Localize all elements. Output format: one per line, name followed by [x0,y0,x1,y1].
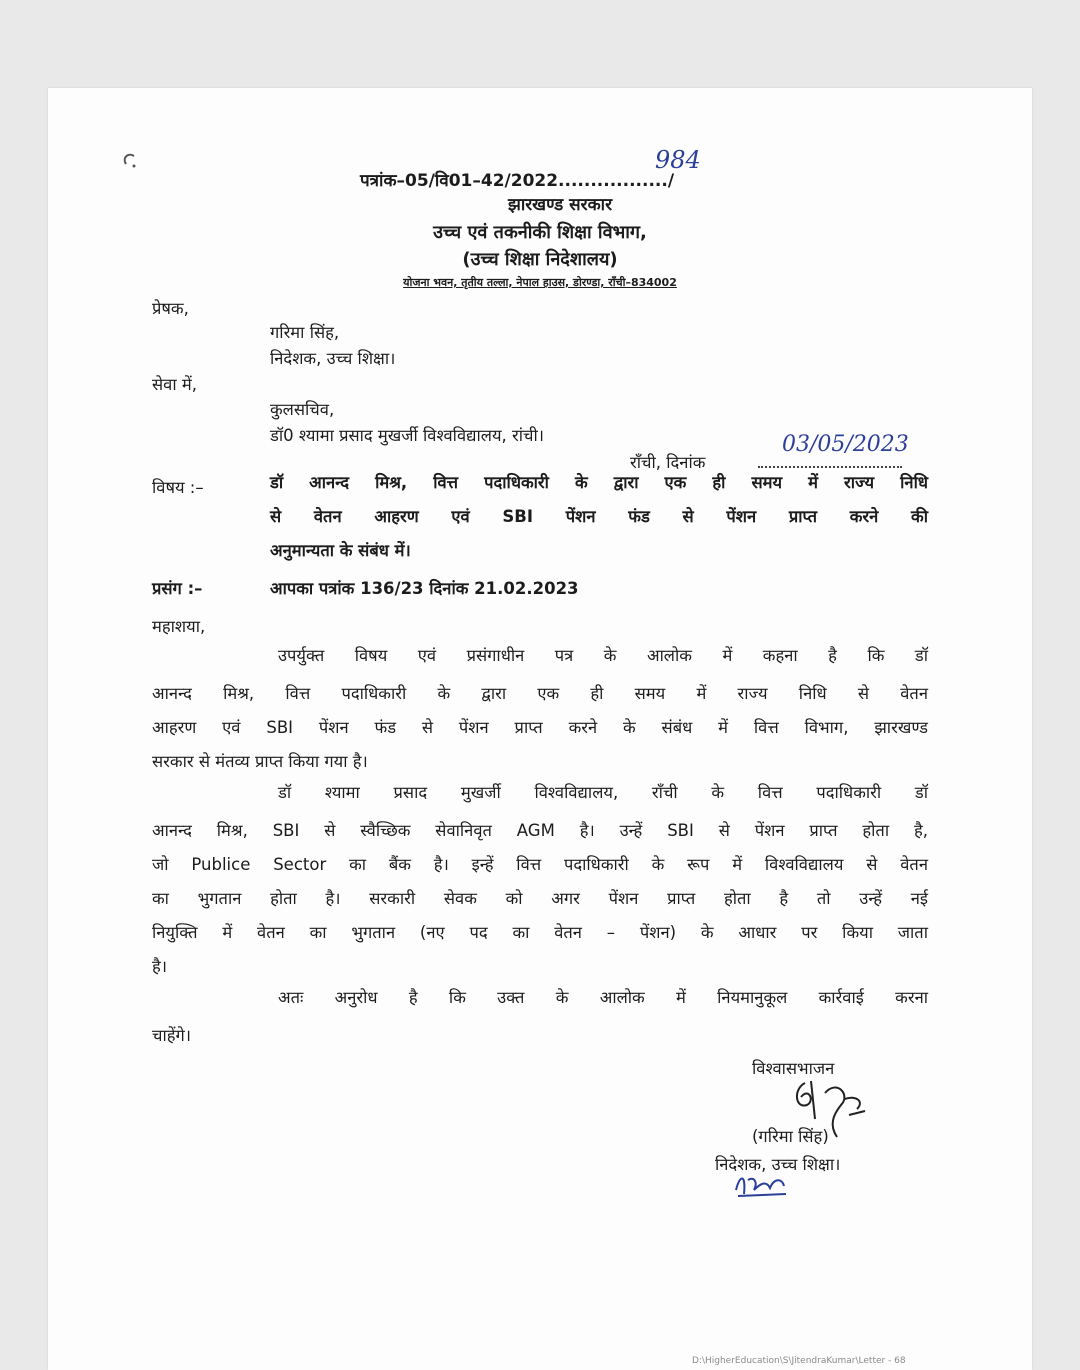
handwritten-reference-number: 984 [655,146,701,174]
government-name: झारखण्ड सरकार [507,195,613,215]
recipient-organisation: डॉ0 श्यामा प्रसाद मुखर्जी विश्वविद्यालय, रांची। [270,426,545,445]
corner-mark-icon [120,152,138,170]
sender-title: निदेशक, उच्च शिक्षा। [270,349,396,368]
paragraph-line: अतः अनुरोध है कि उक्त के आलोक में नियमानुकूल कार्रवाई करना [278,988,928,1007]
office-address: योजना भवन, तृतीय तल्ला, नेपाल हाउस, डोरण्डा, राँची–834002 [403,276,677,289]
date-label: राँची, दिनांक [630,453,706,472]
signatory-title: निदेशक, उच्च शिक्षा। [715,1155,841,1174]
subject-label: विषय :– [152,478,204,497]
signatory-name: (गरिमा सिंह) [752,1127,829,1146]
recipient-label: सेवा में, [152,375,197,394]
context-label: प्रसंग :– [152,579,203,598]
paragraph-line: आनन्द मिश्र, वित्त पदाधिकारी के द्वारा एक ही समय में राज्य निधि से वेतन [152,684,928,703]
reference-slash: / [667,171,675,191]
file-path-footer: D:\HigherEducation\S\JitendraKumar\Letter - 68 [692,1356,906,1366]
paragraph-line: जो Publice Sector का बैंक है। इन्हें वित्त पदाधिकारी के रूप में विश्वविद्यालय से वेतन [152,855,928,874]
paragraph-line: सरकार से मंतव्य प्राप्त किया गया है। [152,752,368,771]
subject-line: डॉ आनन्द मिश्र, वित्त पदाधिकारी के द्वारा एक ही समय में राज्य निधि [270,473,928,492]
recipient-title: कुलसचिव, [270,400,335,419]
handwritten-date: 03/05/2023 [782,432,909,457]
reference-number-text: पत्रांक–05/वि01–42/2022................. [360,171,668,191]
paragraph-line: डॉ श्यामा प्रसाद मुखर्जी विश्वविद्यालय, राँची के वित्त पदाधिकारी डॉ [278,783,928,802]
closing: विश्वासभाजन [752,1059,835,1078]
reference-number [360,168,674,191]
paragraph-line: आनन्द मिश्र, SBI से स्वैच्छिक सेवानिवृत AGM है। उन्हें SBI से पेंशन प्राप्त होता है, [152,821,928,840]
sender-name: गरिमा सिंह, [270,323,340,342]
paragraph-line: है। [152,957,168,976]
context-text: आपका पत्रांक 136/23 दिनांक 21.02.2023 [270,579,579,598]
paragraph-line: उपर्युक्त विषय एवं प्रसंगाधीन पत्र के आलोक में कहना है कि डॉ [278,646,928,665]
paragraph-line: चाहेंगे। [152,1026,192,1045]
directorate-name: (उच्च शिक्षा निदेशालय) [462,249,618,270]
date-dotted-line [758,466,902,468]
handwritten-initial-icon [730,1168,790,1200]
sender-label: प्रेषक, [152,299,189,318]
department-name: उच्च एवं तकनीकी शिक्षा विभाग, [433,222,647,243]
paragraph-line: आहरण एवं SBI पेंशन फंड से पेंशन प्राप्त करने के संबंध में वित्त विभाग, झारखण्ड [152,718,928,737]
subject-line: अनुमान्यता के संबंध में। [270,541,411,560]
salutation: महाशया, [152,617,206,636]
paragraph-line: का भुगतान होता है। सरकारी सेवक को अगर पेंशन प्राप्त होता है तो उन्हें नई [152,889,928,908]
subject-line: से वेतन आहरण एवं SBI पेंशन फंड से पेंशन प्राप्त करने की [270,507,928,526]
paragraph-line: नियुक्ति में वेतन का भुगतान (नए पद का वेतन – पेंशन) के आधार पर किया जाता [152,923,928,942]
